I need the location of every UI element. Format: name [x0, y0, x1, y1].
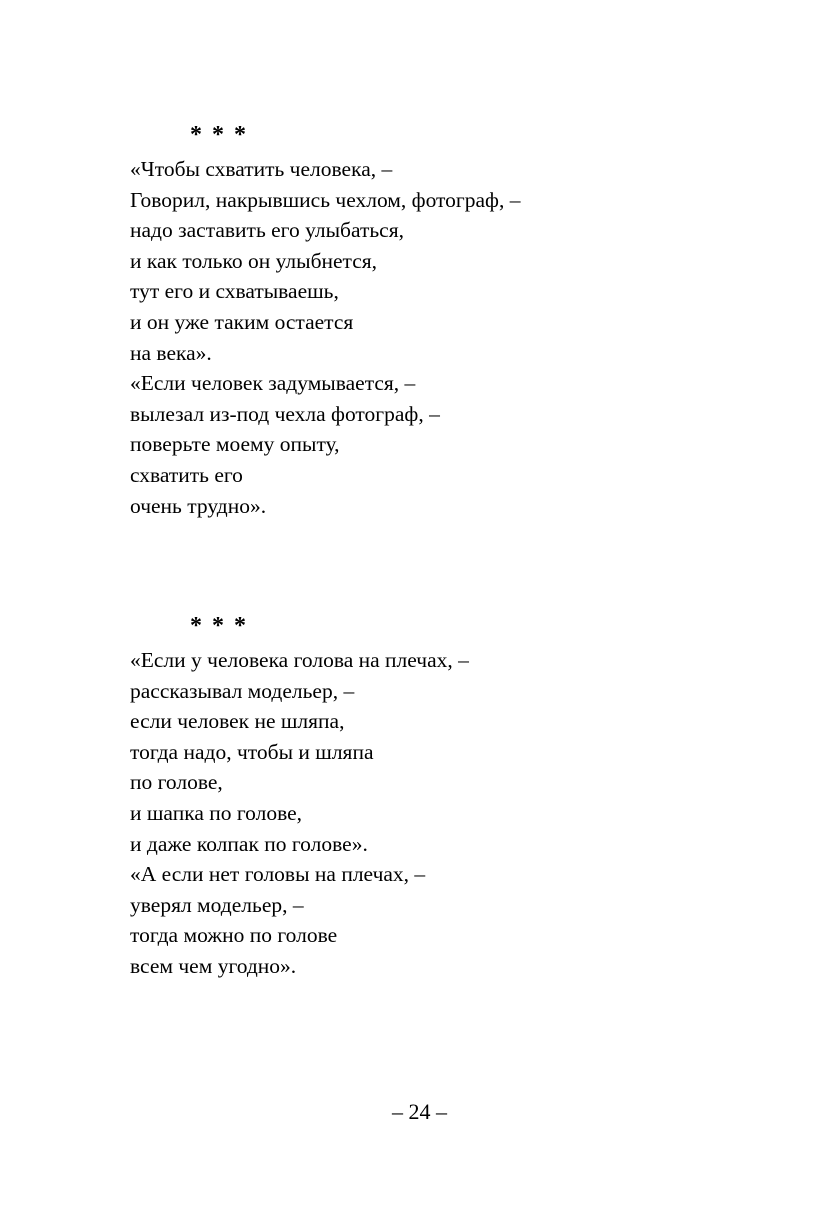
poem-line: и даже колпак по голове».	[130, 831, 368, 856]
poem-line: если человек не шляпа,	[130, 709, 345, 734]
poem-line: надо заставить его улыбаться,	[130, 218, 404, 243]
poem-line: поверьте моему опыту,	[130, 432, 340, 457]
poem-line: рассказывал модельер, –	[130, 678, 355, 703]
section-ornament: * * *	[190, 613, 248, 639]
poem-2	[130, 611, 730, 982]
poem-line: тогда можно по голове	[130, 923, 338, 948]
poem-line: «Чтобы схватить человека, –	[130, 157, 393, 181]
poem-line: «Если у человека голова на плечах, –	[130, 648, 469, 672]
poem-line: схватить его	[130, 462, 243, 487]
poem-line: очень трудно».	[130, 493, 267, 518]
poem-line: и как только он улыбнется,	[130, 248, 378, 273]
poem-line: тогда надо, чтобы и шляпа	[130, 739, 374, 764]
poem-line: и шапка по голове,	[130, 800, 303, 825]
poem-line: и он уже таким остается	[130, 309, 354, 334]
poem-line: «А если нет головы на плечах, –	[130, 862, 426, 887]
poem-line: всем чем угодно».	[130, 953, 297, 978]
poem-line: «Если человек задумывается, –	[130, 371, 416, 396]
section-ornament: * * *	[190, 122, 248, 148]
poem-line: вылезал из-под чехла фотограф, –	[130, 401, 440, 426]
poem-line: Говорил, накрывшись чехлом, фотограф, –	[130, 187, 521, 212]
poem-1	[130, 120, 730, 521]
poem-line: по голове,	[130, 770, 223, 795]
poem-2-text	[130, 645, 730, 982]
page-number: – 24 –	[392, 1099, 447, 1124]
poem-1-text	[130, 154, 730, 521]
poem-line: тут его и схватываешь,	[130, 279, 339, 304]
poem-line: уверял модельер, –	[130, 892, 304, 917]
poem-line: на века».	[130, 340, 212, 365]
